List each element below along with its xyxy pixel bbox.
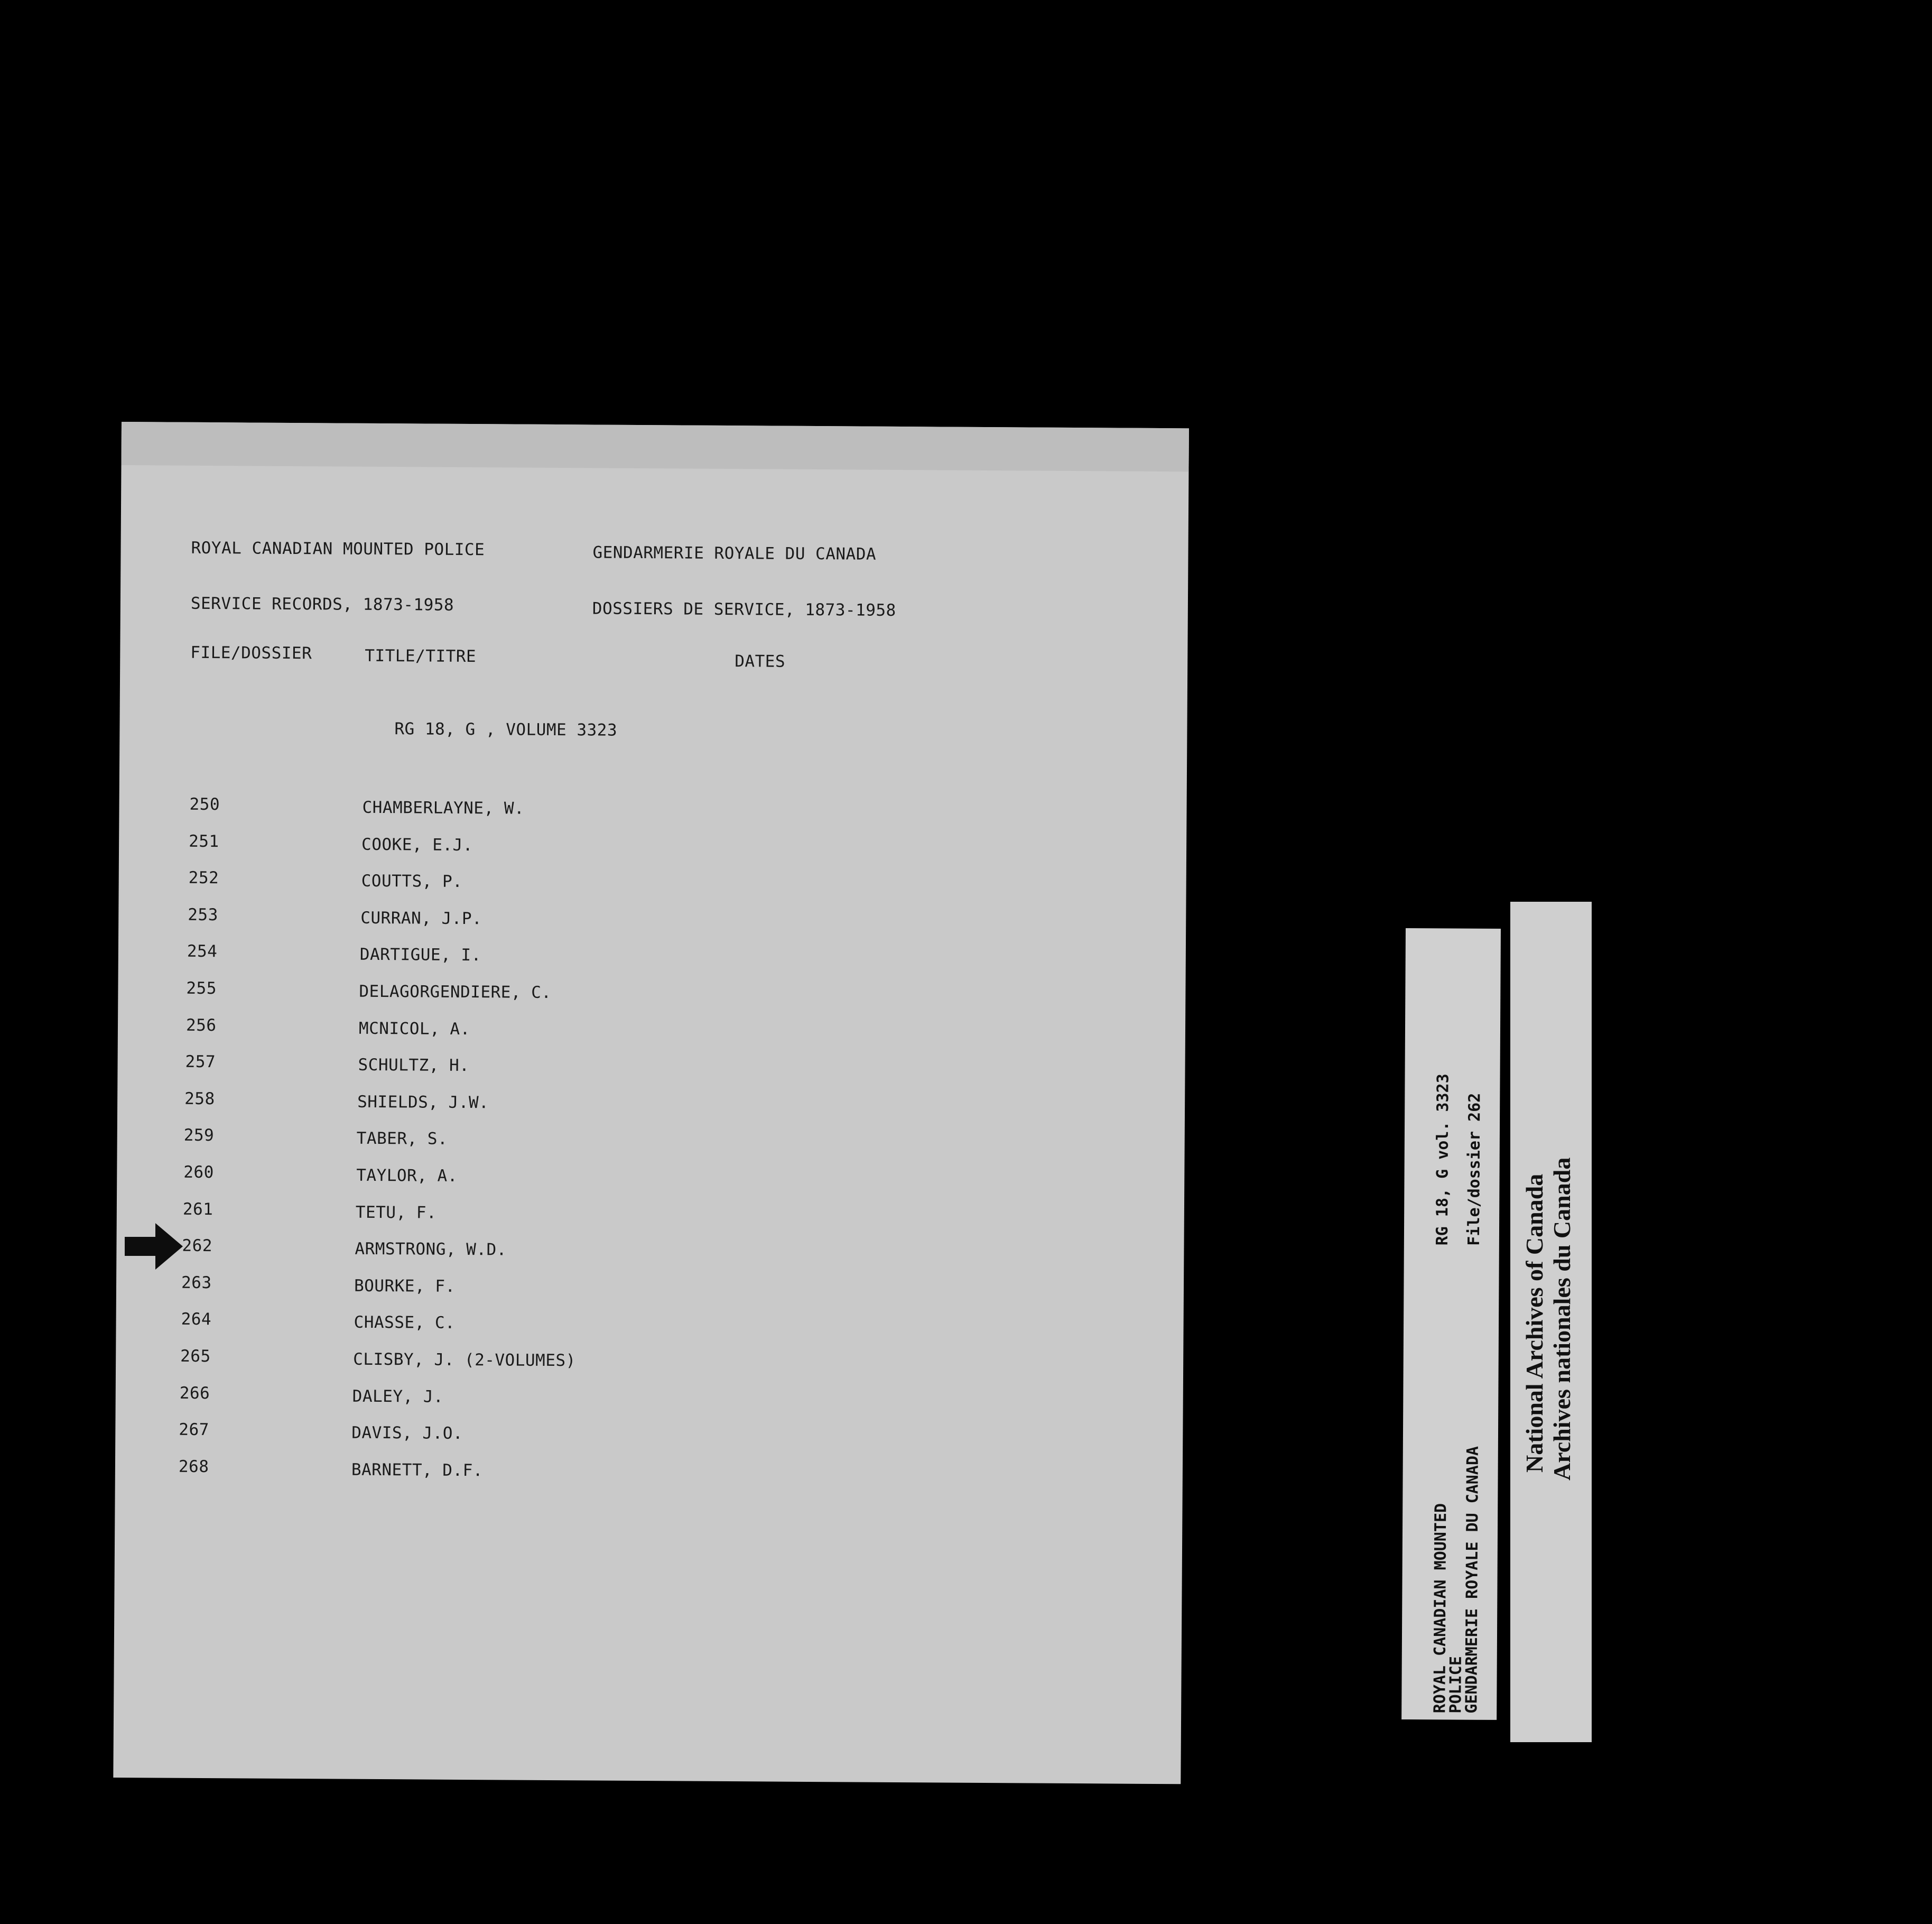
record-title: DARTIGUE, I. bbox=[359, 945, 481, 965]
label-agency-line3: GENDARMERIE ROYALE DU CANADA bbox=[1462, 1446, 1482, 1714]
record-title: SCHULTZ, H. bbox=[358, 1055, 470, 1076]
record-title: CHASSE, C. bbox=[354, 1312, 456, 1333]
label-agency-line2: POLICE bbox=[1446, 1656, 1465, 1714]
header-agency-en: ROYAL CANADIAN MOUNTED POLICE bbox=[191, 538, 485, 560]
label-ref-file: File/dossier 262 bbox=[1464, 1093, 1484, 1246]
archival-label-archives bbox=[1510, 902, 1592, 1742]
column-header-dates: DATES bbox=[735, 652, 786, 671]
record-file-number: 264 bbox=[181, 1309, 212, 1329]
record-title: DALEY, J. bbox=[352, 1386, 444, 1407]
record-file-number: 252 bbox=[188, 868, 219, 888]
record-file-number: 263 bbox=[181, 1273, 212, 1293]
right-arrow-icon bbox=[125, 1223, 183, 1270]
record-title: BARNETT, D.F. bbox=[351, 1460, 484, 1481]
record-title: CLISBY, J. (2-VOLUMES) bbox=[353, 1349, 576, 1371]
volume-heading: RG 18, G , VOLUME 3323 bbox=[394, 719, 618, 740]
record-file-number: 259 bbox=[183, 1125, 215, 1145]
record-file-number: 266 bbox=[179, 1383, 210, 1403]
record-file-number: 257 bbox=[185, 1052, 216, 1072]
record-file-number: 262 bbox=[182, 1236, 213, 1256]
record-title: TETU, F. bbox=[355, 1202, 437, 1223]
record-title: SHIELDS, J.W. bbox=[357, 1092, 489, 1113]
record-file-number: 254 bbox=[187, 941, 218, 961]
label-archives-fr: Archives nationales du Canada bbox=[1548, 1157, 1575, 1481]
record-file-number: 267 bbox=[179, 1420, 209, 1440]
record-file-number: 253 bbox=[188, 905, 218, 925]
record-file-number: 260 bbox=[183, 1162, 214, 1182]
record-file-number: 256 bbox=[185, 1015, 217, 1035]
record-title: DELAGORGENDIERE, C. bbox=[359, 982, 552, 1002]
record-file-number: 251 bbox=[189, 831, 219, 852]
column-header-title: TITLE/TITRE bbox=[365, 646, 477, 667]
archival-label-agency bbox=[1401, 928, 1501, 1720]
label-ref-volume: RG 18, G vol. 3323 bbox=[1433, 1074, 1453, 1246]
record-title: TAYLOR, A. bbox=[356, 1166, 458, 1186]
label-archives-en: National Archives of Canada bbox=[1521, 1173, 1548, 1473]
label-agency-line1: ROYAL CANADIAN MOUNTED bbox=[1431, 1503, 1451, 1714]
header-agency-fr: GENDARMERIE ROYALE DU CANADA bbox=[592, 543, 877, 564]
record-file-number: 268 bbox=[178, 1457, 209, 1477]
record-title: ARMSTRONG, W.D. bbox=[355, 1239, 507, 1260]
record-file-number: 265 bbox=[180, 1346, 211, 1366]
record-title: CHAMBERLAYNE, W. bbox=[362, 798, 525, 818]
record-title: TABER, S. bbox=[356, 1128, 448, 1149]
header-records-fr: DOSSIERS DE SERVICE, 1873-1958 bbox=[592, 599, 896, 620]
column-header-file: FILE/DOSSIER bbox=[190, 643, 312, 663]
record-title: CURRAN, J.P. bbox=[360, 908, 482, 929]
record-title: COUTTS, P. bbox=[361, 871, 463, 891]
record-title: MCNICOL, A. bbox=[358, 1019, 470, 1039]
record-file-number: 258 bbox=[184, 1089, 215, 1109]
header-records-en: SERVICE RECORDS, 1873-1958 bbox=[190, 594, 454, 615]
record-title: COOKE, E.J. bbox=[361, 835, 473, 855]
sheet-top-band bbox=[121, 422, 1188, 471]
record-file-number: 261 bbox=[182, 1199, 213, 1219]
record-file-number: 255 bbox=[186, 978, 217, 998]
record-file-number: 250 bbox=[189, 794, 220, 815]
document-sheet bbox=[113, 422, 1189, 1784]
record-title: BOURKE, F. bbox=[354, 1276, 456, 1296]
record-title: DAVIS, J.O. bbox=[351, 1423, 463, 1443]
